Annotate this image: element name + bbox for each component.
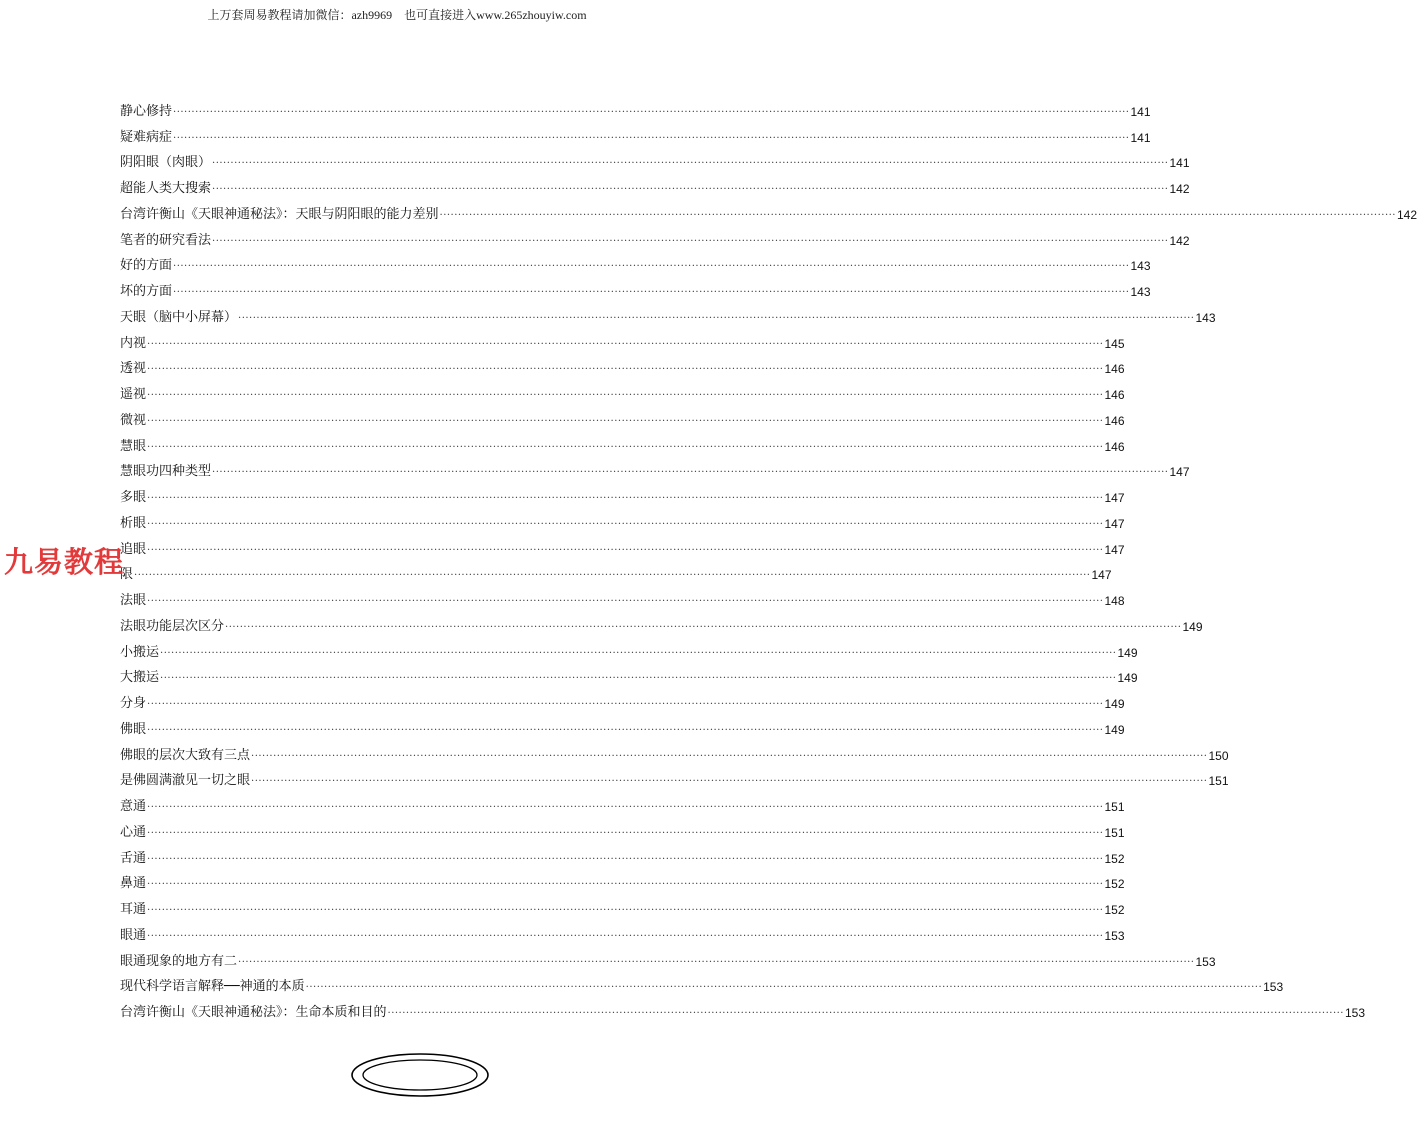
toc-entry-page-number: 153 (1344, 1006, 1366, 1020)
toc-entry-page-number: 143 (1130, 259, 1151, 274)
toc-entry-title: 限 (120, 567, 134, 583)
toc-entry-title: 好的方面 (120, 258, 173, 274)
toc-entry[interactable] (120, 686, 1125, 712)
toc-entry-page-number: 149 (1104, 697, 1125, 711)
toc-leader-dots: .................................................................................................................................................................................................................................................................... (387, 1005, 1344, 1016)
toc-entry[interactable] (120, 558, 1112, 584)
toc-entry[interactable] (120, 480, 1125, 506)
toc-leader-dots: .................................................................................................................................................................................................................................................................... (147, 438, 1104, 450)
toc-entry-title: 大搬运 (120, 670, 160, 686)
toc-leader-dots: .................................................................................................................................................................................................................................................................... (212, 232, 1169, 244)
toc-entry-page-number: 146 (1104, 413, 1125, 428)
toc-entry-title: 眼通现象的地方有二 (120, 953, 238, 969)
toc-leader-dots: .................................................................................................................................................................................................................................................................... (225, 618, 1182, 630)
toc-entry-title: 法眼 (120, 593, 147, 608)
toc-entry-page-number: 149 (1117, 671, 1138, 686)
toc-entry-title: 阴阳眼（肉眼） (120, 155, 212, 171)
toc-entry-title: 现代科学语言解释──神通的本质 (120, 979, 305, 995)
toc-entry-title: 析眼 (120, 515, 147, 531)
toc-leader-dots: .................................................................................................................................................................................................................................................................... (147, 541, 1104, 553)
toc-entry-page-number: 146 (1104, 362, 1125, 377)
toc-entry-page-number: 143 (1195, 310, 1216, 325)
toc-leader-dots: .................................................................................................................................................................................................................................................................... (160, 670, 1117, 682)
toc-entry-page-number: 147 (1104, 542, 1125, 557)
toc-leader-dots: .................................................................................................................................................................................................................................................................... (147, 696, 1104, 707)
toc-entry[interactable] (120, 970, 1284, 996)
toc-leader-dots: .................................................................................................................................................................................................................................................................... (305, 979, 1263, 991)
toc-entry-title: 慧眼 (120, 438, 147, 454)
toc-entry-title: 微视 (120, 412, 147, 428)
toc-entry-title: 鼻通 (120, 876, 147, 892)
toc-entry-page-number: 151 (1104, 800, 1125, 814)
toc-entry-title: 坏的方面 (120, 284, 173, 299)
toc-entry[interactable] (120, 918, 1125, 944)
toc-entry-page-number: 147 (1104, 516, 1125, 531)
toc-entry[interactable] (120, 223, 1190, 249)
toc-leader-dots: .................................................................................................................................................................................................................................................................... (147, 490, 1104, 501)
toc-entry[interactable] (120, 815, 1125, 841)
toc-entry[interactable] (120, 609, 1203, 635)
toc-entry-title: 佛眼的层次大致有三点 (120, 747, 251, 763)
toc-entry-title: 心通 (120, 824, 147, 840)
toc-leader-dots: .................................................................................................................................................................................................................................................................... (147, 361, 1104, 373)
toc-entry-page-number: 142 (1169, 233, 1190, 248)
toc-entry[interactable] (120, 326, 1125, 352)
toc-entry-title: 慧眼功四种类型 (120, 464, 212, 480)
toc-entry-title: 静心修持 (120, 103, 173, 119)
toc-entry-page-number: 141 (1130, 130, 1151, 145)
toc-entry[interactable] (120, 429, 1125, 455)
toc-entry-title: 遥视 (120, 387, 147, 402)
toc-leader-dots: .................................................................................................................................................................................................................................................................... (238, 953, 1195, 965)
toc-entry-title: 超能人类大搜索 (120, 181, 212, 196)
toc-leader-dots: .................................................................................................................................................................................................................................................................... (147, 824, 1104, 836)
toc-entry-page-number: 152 (1104, 851, 1125, 866)
toc-entry-title: 多眼 (120, 490, 147, 505)
toc-entry[interactable] (120, 712, 1125, 738)
toc-leader-dots: .................................................................................................................................................................................................................................................................... (212, 464, 1169, 476)
toc-entry-page-number: 153 (1195, 954, 1216, 969)
table-of-contents (120, 94, 1417, 1021)
toc-entry-page-number: 142 (1169, 182, 1190, 196)
toc-leader-dots: .................................................................................................................................................................................................................................................................... (160, 644, 1117, 656)
toc-entry-page-number: 145 (1104, 336, 1125, 351)
toc-entry-page-number: 152 (1104, 877, 1125, 892)
toc-entry[interactable] (120, 738, 1229, 764)
toc-entry-title: 意通 (120, 799, 147, 814)
toc-entry-title: 内视 (120, 335, 147, 351)
toc-entry-page-number: 148 (1104, 594, 1125, 608)
toc-entry-page-number: 142 (1396, 207, 1417, 222)
toc-entry-title: 眼通 (120, 927, 147, 943)
toc-leader-dots: .................................................................................................................................................................................................................................................................... (173, 258, 1130, 270)
toc-entry[interactable] (120, 892, 1125, 918)
toc-entry[interactable] (120, 171, 1190, 197)
toc-leader-dots: .................................................................................................................................................................................................................................................................... (147, 902, 1104, 913)
toc-entry-page-number: 146 (1104, 439, 1125, 454)
toc-entry[interactable] (120, 995, 1366, 1021)
toc-entry[interactable] (120, 944, 1216, 970)
toc-entry[interactable] (120, 841, 1125, 867)
toc-leader-dots: .................................................................................................................................................................................................................................................................... (173, 129, 1130, 141)
toc-entry[interactable] (120, 583, 1125, 609)
toc-leader-dots: .................................................................................................................................................................................................................................................................... (212, 181, 1169, 192)
toc-leader-dots: .................................................................................................................................................................................................................................................................... (173, 284, 1130, 295)
toc-entry-page-number: 149 (1117, 645, 1138, 660)
watermark-logo: 九易教程 (4, 545, 125, 579)
toc-leader-dots: .................................................................................................................................................................................................................................................................... (147, 799, 1104, 810)
toc-leader-dots: .................................................................................................................................................................................................................................................................... (251, 747, 1208, 759)
toc-entry[interactable] (120, 249, 1151, 275)
toc-entry-title: 天眼（脑中小屏幕） (120, 309, 238, 325)
toc-entry[interactable] (120, 94, 1151, 120)
toc-entry-page-number: 146 (1104, 388, 1125, 402)
toc-entry-page-number: 149 (1182, 619, 1203, 634)
toc-entry-page-number: 147 (1169, 465, 1190, 480)
toc-entry[interactable] (120, 403, 1125, 429)
toc-entry-page-number: 150 (1208, 748, 1229, 763)
page-header: 上万套周易教程请加微信：azh9969 也可直接进入www.265zhouyiw.com (207, 8, 587, 22)
toc-entry[interactable] (120, 197, 1417, 223)
toc-leader-dots: .................................................................................................................................................................................................................................................................... (147, 593, 1104, 604)
toc-entry-title: 台湾许衡山《天眼神通秘法》：天眼与阴阳眼的能力差别 (120, 206, 439, 222)
toc-leader-dots: .................................................................................................................................................................................................................................................................... (147, 387, 1104, 398)
toc-entry-title: 佛眼 (120, 721, 147, 737)
toc-leader-dots: .................................................................................................................................................................................................................................................................... (439, 206, 1396, 218)
toc-entry-title: 透视 (120, 361, 147, 377)
toc-entry[interactable] (120, 377, 1125, 403)
toc-entry[interactable] (120, 455, 1190, 481)
toc-entry[interactable] (120, 635, 1138, 661)
toc-entry-page-number: 153 (1104, 928, 1125, 943)
toc-entry-title: 是佛圆满澈见一切之眼 (120, 773, 251, 789)
toc-entry-page-number: 147 (1091, 568, 1112, 583)
toc-leader-dots: .................................................................................................................................................................................................................................................................... (147, 721, 1104, 733)
toc-entry-page-number: 151 (1104, 825, 1125, 840)
toc-entry[interactable] (120, 661, 1138, 687)
toc-leader-dots: .................................................................................................................................................................................................................................................................... (147, 850, 1104, 862)
toc-leader-dots: .................................................................................................................................................................................................................................................................... (147, 515, 1104, 527)
toc-entry-title: 台湾许衡山《天眼神通秘法》：生命本质和目的 (120, 1005, 387, 1020)
toc-leader-dots: .................................................................................................................................................................................................................................................................... (212, 155, 1169, 167)
toc-leader-dots: .................................................................................................................................................................................................................................................................... (147, 412, 1104, 424)
toc-entry-page-number: 141 (1169, 156, 1190, 171)
toc-entry[interactable] (120, 146, 1190, 172)
toc-entry-title: 耳通 (120, 902, 147, 917)
toc-entry-page-number: 152 (1104, 903, 1125, 917)
toc-leader-dots: .................................................................................................................................................................................................................................................................... (238, 309, 1195, 321)
toc-entry-title: 法眼功能层次区分 (120, 618, 225, 634)
toc-entry[interactable] (120, 506, 1125, 532)
toc-entry-page-number: 153 (1263, 980, 1284, 995)
toc-entry[interactable] (120, 120, 1151, 146)
toc-entry-title: 笔者的研究看法 (120, 232, 212, 248)
toc-entry-title: 疑难病症 (120, 129, 173, 145)
toc-entry[interactable] (120, 764, 1229, 790)
toc-entry-page-number: 149 (1104, 722, 1125, 737)
toc-entry[interactable] (120, 532, 1125, 558)
toc-entry-page-number: 141 (1130, 104, 1151, 119)
toc-entry-page-number: 143 (1130, 285, 1151, 299)
toc-entry-title: 舌通 (120, 850, 147, 866)
toc-entry-page-number: 151 (1208, 774, 1229, 789)
toc-entry[interactable] (120, 352, 1125, 378)
page-number-ornament (350, 1052, 490, 1098)
toc-entry[interactable] (120, 867, 1125, 893)
toc-entry[interactable] (120, 789, 1125, 815)
toc-leader-dots: .................................................................................................................................................................................................................................................................... (147, 335, 1104, 347)
toc-entry-title: 追眼 (120, 541, 147, 557)
toc-leader-dots: .................................................................................................................................................................................................................................................................... (173, 103, 1130, 115)
toc-leader-dots: .................................................................................................................................................................................................................................................................... (147, 927, 1104, 939)
toc-entry-title: 分身 (120, 696, 147, 711)
toc-entry-title: 小搬运 (120, 644, 160, 660)
toc-entry[interactable] (120, 300, 1216, 326)
toc-leader-dots: .................................................................................................................................................................................................................................................................... (147, 876, 1104, 888)
toc-entry[interactable] (120, 274, 1151, 300)
toc-leader-dots: .................................................................................................................................................................................................................................................................... (134, 567, 1091, 579)
toc-leader-dots: .................................................................................................................................................................................................................................................................... (251, 773, 1208, 785)
toc-entry-page-number: 147 (1104, 491, 1125, 505)
